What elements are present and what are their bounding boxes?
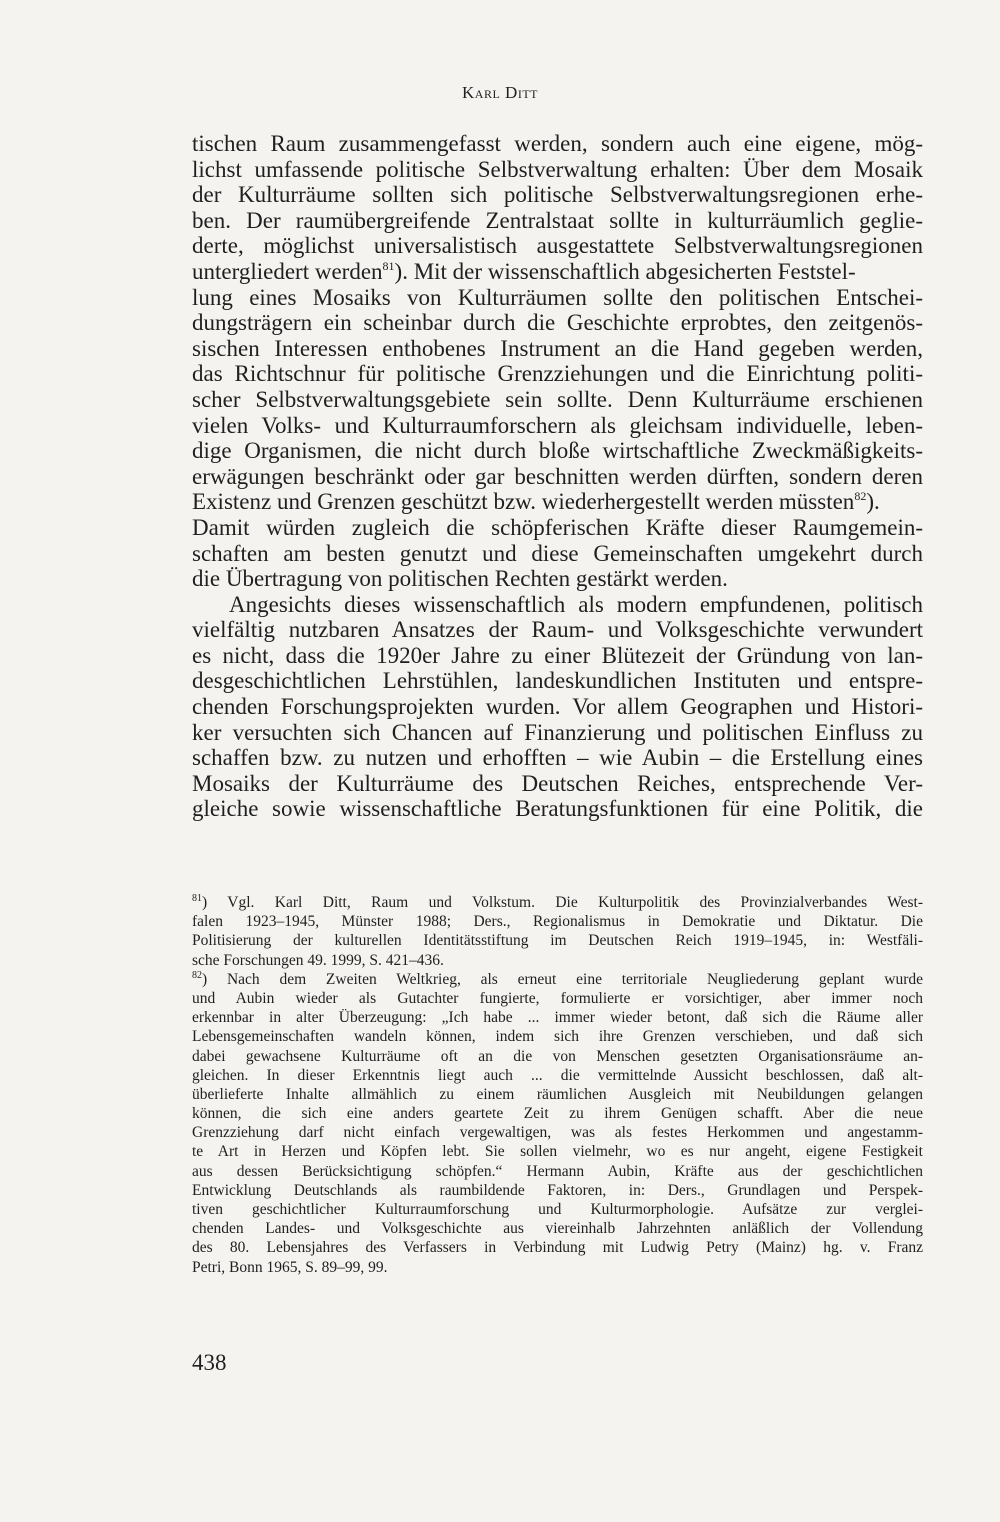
text-fragment: untergliedert werden bbox=[192, 258, 383, 284]
text-line: schaften am besten genutzt und diese Gemeinschaften umgekehrt durch bbox=[192, 540, 923, 566]
footnote-line: Lebensgemeinschaften wandeln können, indem sich ihre Grenzen verschieben, und daß sich bbox=[192, 1028, 923, 1046]
footnote-line: Politisierung der kulturellen Identitätsstiftung im Deutschen Reich 1919–1945, in: Westfäli- bbox=[192, 932, 923, 950]
footnote-line: aus dessen Berücksichtigung schöpfen.“ Hermann Aubin, Kräfte aus der geschichtlichen bbox=[192, 1162, 923, 1180]
footnote-line: falen 1923–1945, Münster 1988; Ders., Regionalismus in Demokratie und Diktatur. Die bbox=[192, 913, 923, 931]
text-line: gleiche sowie wissenschaftliche Beratungsfunktionen für eine Politik, die bbox=[192, 796, 923, 822]
footnote-line: erkennbar in alter Überzeugung: „Ich habe ... immer wieder betont, daß sich die Räume aller bbox=[192, 1009, 923, 1027]
footnote-number: 81 bbox=[192, 893, 202, 904]
footnote-line: chenden Landes- und Volksgeschichte aus viereinhalb Jahrzehnten anläßlich der Vollendung bbox=[192, 1220, 923, 1238]
text-fragment: ). bbox=[866, 489, 880, 515]
text-line: vielen Volks- und Kulturraumforschern als gleichsam individuelle, leben- bbox=[192, 412, 923, 438]
footnotes bbox=[192, 893, 923, 1277]
text-line: lichst umfassende politische Selbstverwaltung erhalten: Über dem Mosaik bbox=[192, 156, 923, 182]
text-line: vielfältig nutzbaren Ansatzes der Raum- und Volksgeschichte verwundert bbox=[192, 617, 923, 643]
footnote-line bbox=[192, 893, 923, 912]
text-line: ben. Der raumübergreifende Zentralstaat sollte in kulturräumlich geglie- bbox=[192, 207, 923, 233]
text-line: Angesichts dieses wissenschaftlich als modern empfundenen, politisch bbox=[229, 591, 923, 617]
footnote-line: gleichen. In dieser Erkenntnis liegt auch ... die vermittelnde Aussicht beschlossen, daß alt- bbox=[192, 1066, 923, 1084]
footnote-line: Grenzziehung darf nicht einfach vergewaltigen, was als festes Herkommen und angestamm- bbox=[192, 1124, 923, 1142]
text-line: tischen Raum zusammengefasst werden, sondern auch eine eigene, mög- bbox=[192, 131, 923, 156]
text-line: das Richtschnur für politische Grenzziehungen und die Einrichtung politi- bbox=[192, 361, 923, 387]
text-line bbox=[192, 259, 923, 285]
text-line: chenden Forschungsprojekten wurden. Vor allem Geographen und Histori- bbox=[192, 694, 923, 720]
footnote-line: sche Forschungen 49. 1999, S. 421–436. bbox=[192, 951, 444, 969]
text-line: lung eines Mosaiks von Kulturräumen sollte den politischen Entschei- bbox=[192, 284, 923, 310]
footnote-line: des 80. Lebensjahres des Verfassers in Verbindung mit Ludwig Petry (Mainz) hg. v. Franz bbox=[192, 1239, 923, 1257]
main-text bbox=[192, 131, 923, 822]
footnote-line: Entwicklung Deutschlands als raumbildende Faktoren, in: Ders., Grundlagen und Perspek- bbox=[192, 1181, 923, 1199]
text-fragment: ). Mit der wissenschaftlich abgesicherten Feststel- bbox=[394, 258, 856, 284]
text-fragment: ) Nach dem Zweiten Weltkrieg, als erneut eine territoriale Neugliederung geplant wurde bbox=[202, 970, 923, 988]
footnote-line: te Art in Herzen und Köpfen lebt. Sie sollen vielmehr, wo es nur angeht, eigene Festigkeit bbox=[192, 1143, 923, 1161]
page-number: 438 bbox=[192, 1350, 227, 1375]
footnote-line: überlieferte Inhalte allmählich zu einem räumlichen Ausgleich mit Neubildungen gelangen bbox=[192, 1085, 923, 1103]
text-line: derte, möglichst universalistisch ausgestattete Selbstverwaltungsregionen bbox=[192, 233, 923, 259]
text-line: sischen Interessen enthobenes Instrument an die Hand gegeben werden, bbox=[192, 335, 923, 361]
footnote-line: Petri, Bonn 1965, S. 89–99, 99. bbox=[192, 1258, 388, 1276]
text-line: erwägungen beschränkt oder gar beschnitten werden dürften, sondern deren bbox=[192, 463, 923, 489]
text-line bbox=[192, 489, 923, 515]
text-line: es nicht, dass die 1920er Jahre zu einer Blütezeit der Gründung von lan- bbox=[192, 642, 923, 668]
text-line: schaffen bzw. zu nutzen und erhofften – wie Aubin – die Erstellung eines bbox=[192, 745, 923, 771]
text-line: scher Selbstverwaltungsgebiete sein sollte. Denn Kulturräume erschienen bbox=[192, 386, 923, 412]
text-line: die Übertragung von politischen Rechten gestärkt werden. bbox=[192, 566, 728, 592]
footnote-line: können, die sich eine anders geartete Zeit zu ihrem Genügen schafft. Aber die neue bbox=[192, 1105, 923, 1123]
footnote-line: und Aubin wieder als Gutachter fungierte, formulierte er vorsichtiger, aber immer noch bbox=[192, 989, 923, 1007]
footnote-line: dabei gewachsene Kulturräume oft an die von Menschen gesetzten Organisationsräume an- bbox=[192, 1047, 923, 1065]
text-line: Mosaiks der Kulturräume des Deutschen Reiches, entsprechende Ver- bbox=[192, 770, 923, 796]
text-line: dungsträgern ein scheinbar durch die Geschichte erprobtes, den zeitgenös- bbox=[192, 310, 923, 336]
footnote-line: tiven geschichtlicher Kulturraumforschung und Kulturmorphologie. Aufsätze zur verglei- bbox=[192, 1201, 923, 1218]
text-fragment: Existenz und Grenzen geschützt bzw. wiederhergestellt werden müssten bbox=[192, 489, 855, 515]
text-line: der Kulturräume sollten sich politische Selbstverwaltungsregionen erhe- bbox=[192, 182, 923, 208]
text-fragment: ) Vgl. Karl Ditt, Raum und Volkstum. Die Kulturpolitik des Provinzialverbandes West- bbox=[202, 894, 923, 911]
footnote-line bbox=[192, 970, 923, 989]
footnote-number: 82 bbox=[192, 969, 202, 981]
text-line: Damit würden zugleich die schöpferischen Kräfte dieser Raumgemein- bbox=[192, 514, 923, 540]
footnote-reference: 82 bbox=[854, 489, 867, 504]
text-line: desgeschichtlichen Lehrstühlen, landeskundlichen Instituten und entspre- bbox=[192, 668, 923, 694]
running-head: Karl Ditt bbox=[462, 83, 538, 102]
text-line: ker versuchten sich Chancen auf Finanzierung und politischen Einfluss zu bbox=[192, 719, 923, 745]
footnote-reference: 81 bbox=[382, 258, 395, 273]
text-line: dige Organismen, die nicht durch bloße wirtschaftliche Zweckmäßigkeits- bbox=[192, 438, 923, 464]
